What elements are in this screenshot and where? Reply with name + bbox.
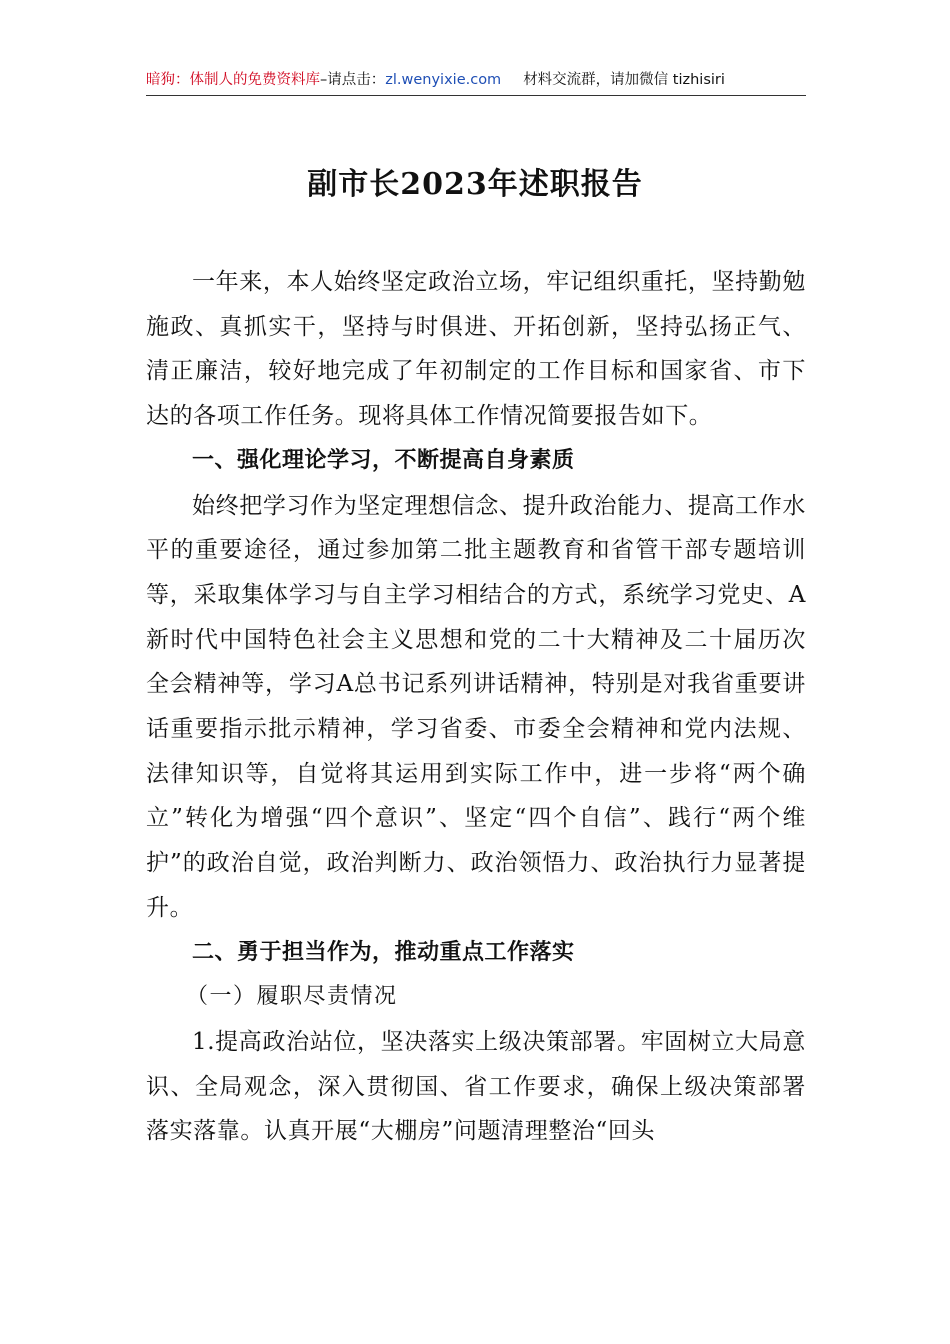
document-title: 副市长2023年述职报告 <box>307 167 643 202</box>
header-contact: 材料交流群，请加微信 tizhisiri <box>523 72 725 88</box>
section-2-heading: 二、勇于担当作为，推动重点工作落实 <box>192 939 575 965</box>
header-brand: 暗狗：体制人的免费资料库 <box>146 72 320 88</box>
header-divider <box>146 95 806 96</box>
header-click-label: –请点击： <box>320 72 386 88</box>
section-1-paragraph: 始终把学习作为坚定理想信念、提升政治能力、提高工作水平的重要途径，通过参加第二批主题教育和省管干部专题培训等，采取集体学习与自主学习相结合的方式，系统学习党史、A新时代中国特色社会主义思想和党的二十大精神及二十届历次全会精神等，学习A总书记系列讲话精神，特别是对我省重要讲话重要指示批示精神，学习省委、市委全会精神和党内法规、法律知识等，自觉将其运用到实际工作中，进一步将“两个确立”转化为增强“四个意识”、坚定“四个自信”、践行“两个维护”的政治自觉，政治判断力、政治领悟力、政治执行力显著提升。 <box>146 492 806 921</box>
section-2-subheading: （一）履职尽责情况 <box>186 984 398 1010</box>
page-header <box>146 68 806 92</box>
section-2-item-1: 1.提高政治站位，坚决落实上级决策部署。牢固树立大局意识、全局观念，深入贯彻国、省工作要求，确保上级决策部署落实落靠。认真开展“大棚房”问题清理整治“回头 <box>146 1028 806 1145</box>
document-body <box>146 260 806 1154</box>
header-link[interactable]: zl.wenyixie.com <box>385 72 502 88</box>
intro-paragraph: 一年来，本人始终坚定政治立场，牢记组织重托，坚持勤勉施政、真抓实干，坚持与时俱进、开拓创新，坚持弘扬正气、清正廉洁，较好地完成了年初制定的工作目标和国家省、市下达的各项工作任务。现将具体工作情况简要报告如下。 <box>146 269 806 430</box>
section-1-heading: 一、强化理论学习，不断提高自身素质 <box>192 447 575 473</box>
